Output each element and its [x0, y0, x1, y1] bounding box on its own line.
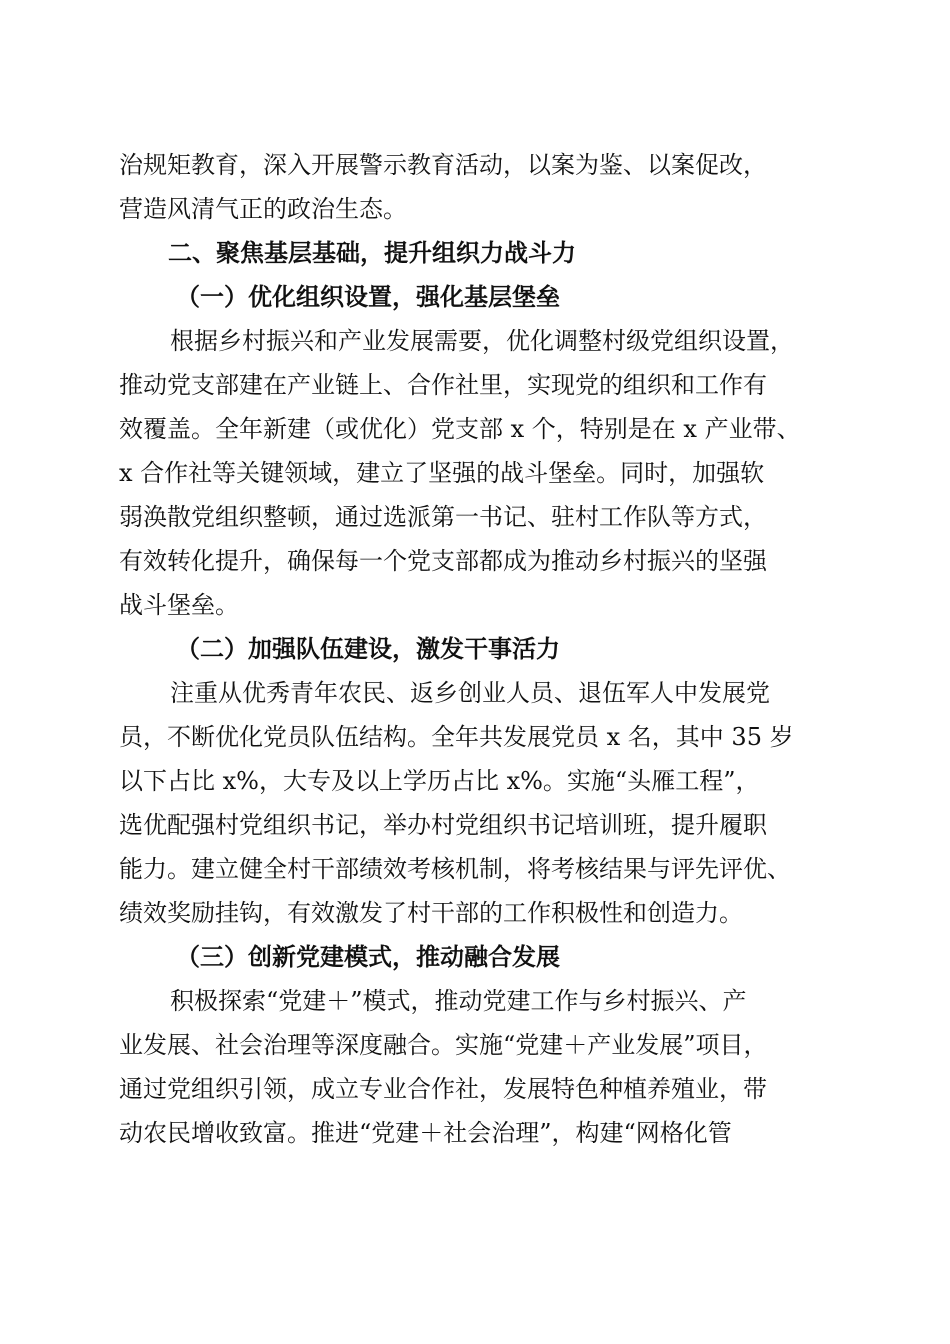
paragraph-line: 选优配强村党组织书记，举办村党组织书记培训班，提升履职 — [119, 811, 767, 839]
paragraph-line: 通过党组织引领，成立专业合作社，发展特色种植养殖业，带 — [119, 1075, 767, 1103]
paragraph-line: x 合作社等关键领域，建立了坚强的战斗堡垒。同时，加强软 — [119, 459, 765, 487]
paragraph-line: 能力。建立健全村干部绩效考核机制，将考核结果与评先评优、 — [119, 855, 791, 883]
paragraph-line: 有效转化提升，确保每一个党支部都成为推动乡村振兴的坚强 — [119, 547, 767, 575]
paragraph-line: 效覆盖。全年新建（或优化）党支部 x 个，特别是在 x 产业带、 — [119, 415, 801, 443]
paragraph-line: 以下占比 x%，大专及以上学历占比 x%。实施“头雁工程”， — [119, 767, 760, 795]
paragraph-line: 业发展、社会治理等深度融合。实施“党建＋产业发展”项目， — [119, 1031, 768, 1059]
paragraph-line: 根据乡村振兴和产业发展需要，优化调整村级党组织设置， — [170, 327, 794, 355]
subsection-heading: （三）创新党建模式，推动融合发展 — [176, 943, 560, 971]
paragraph-line: 员，不断优化党员队伍结构。全年共发展党员 x 名，其中 35 岁 — [119, 723, 794, 751]
subsection-heading: （二）加强队伍建设，激发干事活力 — [176, 635, 560, 663]
paragraph-line: 动农民增收致富。推进“党建＋社会治理”，构建“网格化管 — [119, 1119, 732, 1147]
paragraph-line: 营造风清气正的政治生态。 — [119, 195, 407, 223]
subsection-heading: （一）优化组织设置，强化基层堡垒 — [176, 283, 560, 311]
paragraph-line: 积极探索“党建＋”模式，推动党建工作与乡村振兴、产 — [170, 987, 747, 1015]
paragraph-line: 注重从优秀青年农民、返乡创业人员、退伍军人中发展党 — [170, 679, 770, 707]
paragraph-line: 绩效奖励挂钩，有效激发了村干部的工作积极性和创造力。 — [119, 899, 743, 927]
section-heading: 二、聚焦基层基础，提升组织力战斗力 — [168, 239, 576, 267]
paragraph-line: 推动党支部建在产业链上、合作社里，实现党的组织和工作有 — [119, 371, 767, 399]
paragraph-line: 战斗堡垒。 — [119, 591, 239, 619]
paragraph-line: 弱涣散党组织整顿，通过选派第一书记、驻村工作队等方式， — [119, 503, 767, 531]
paragraph-line: 治规矩教育，深入开展警示教育活动，以案为鉴、以案促改， — [119, 151, 767, 179]
